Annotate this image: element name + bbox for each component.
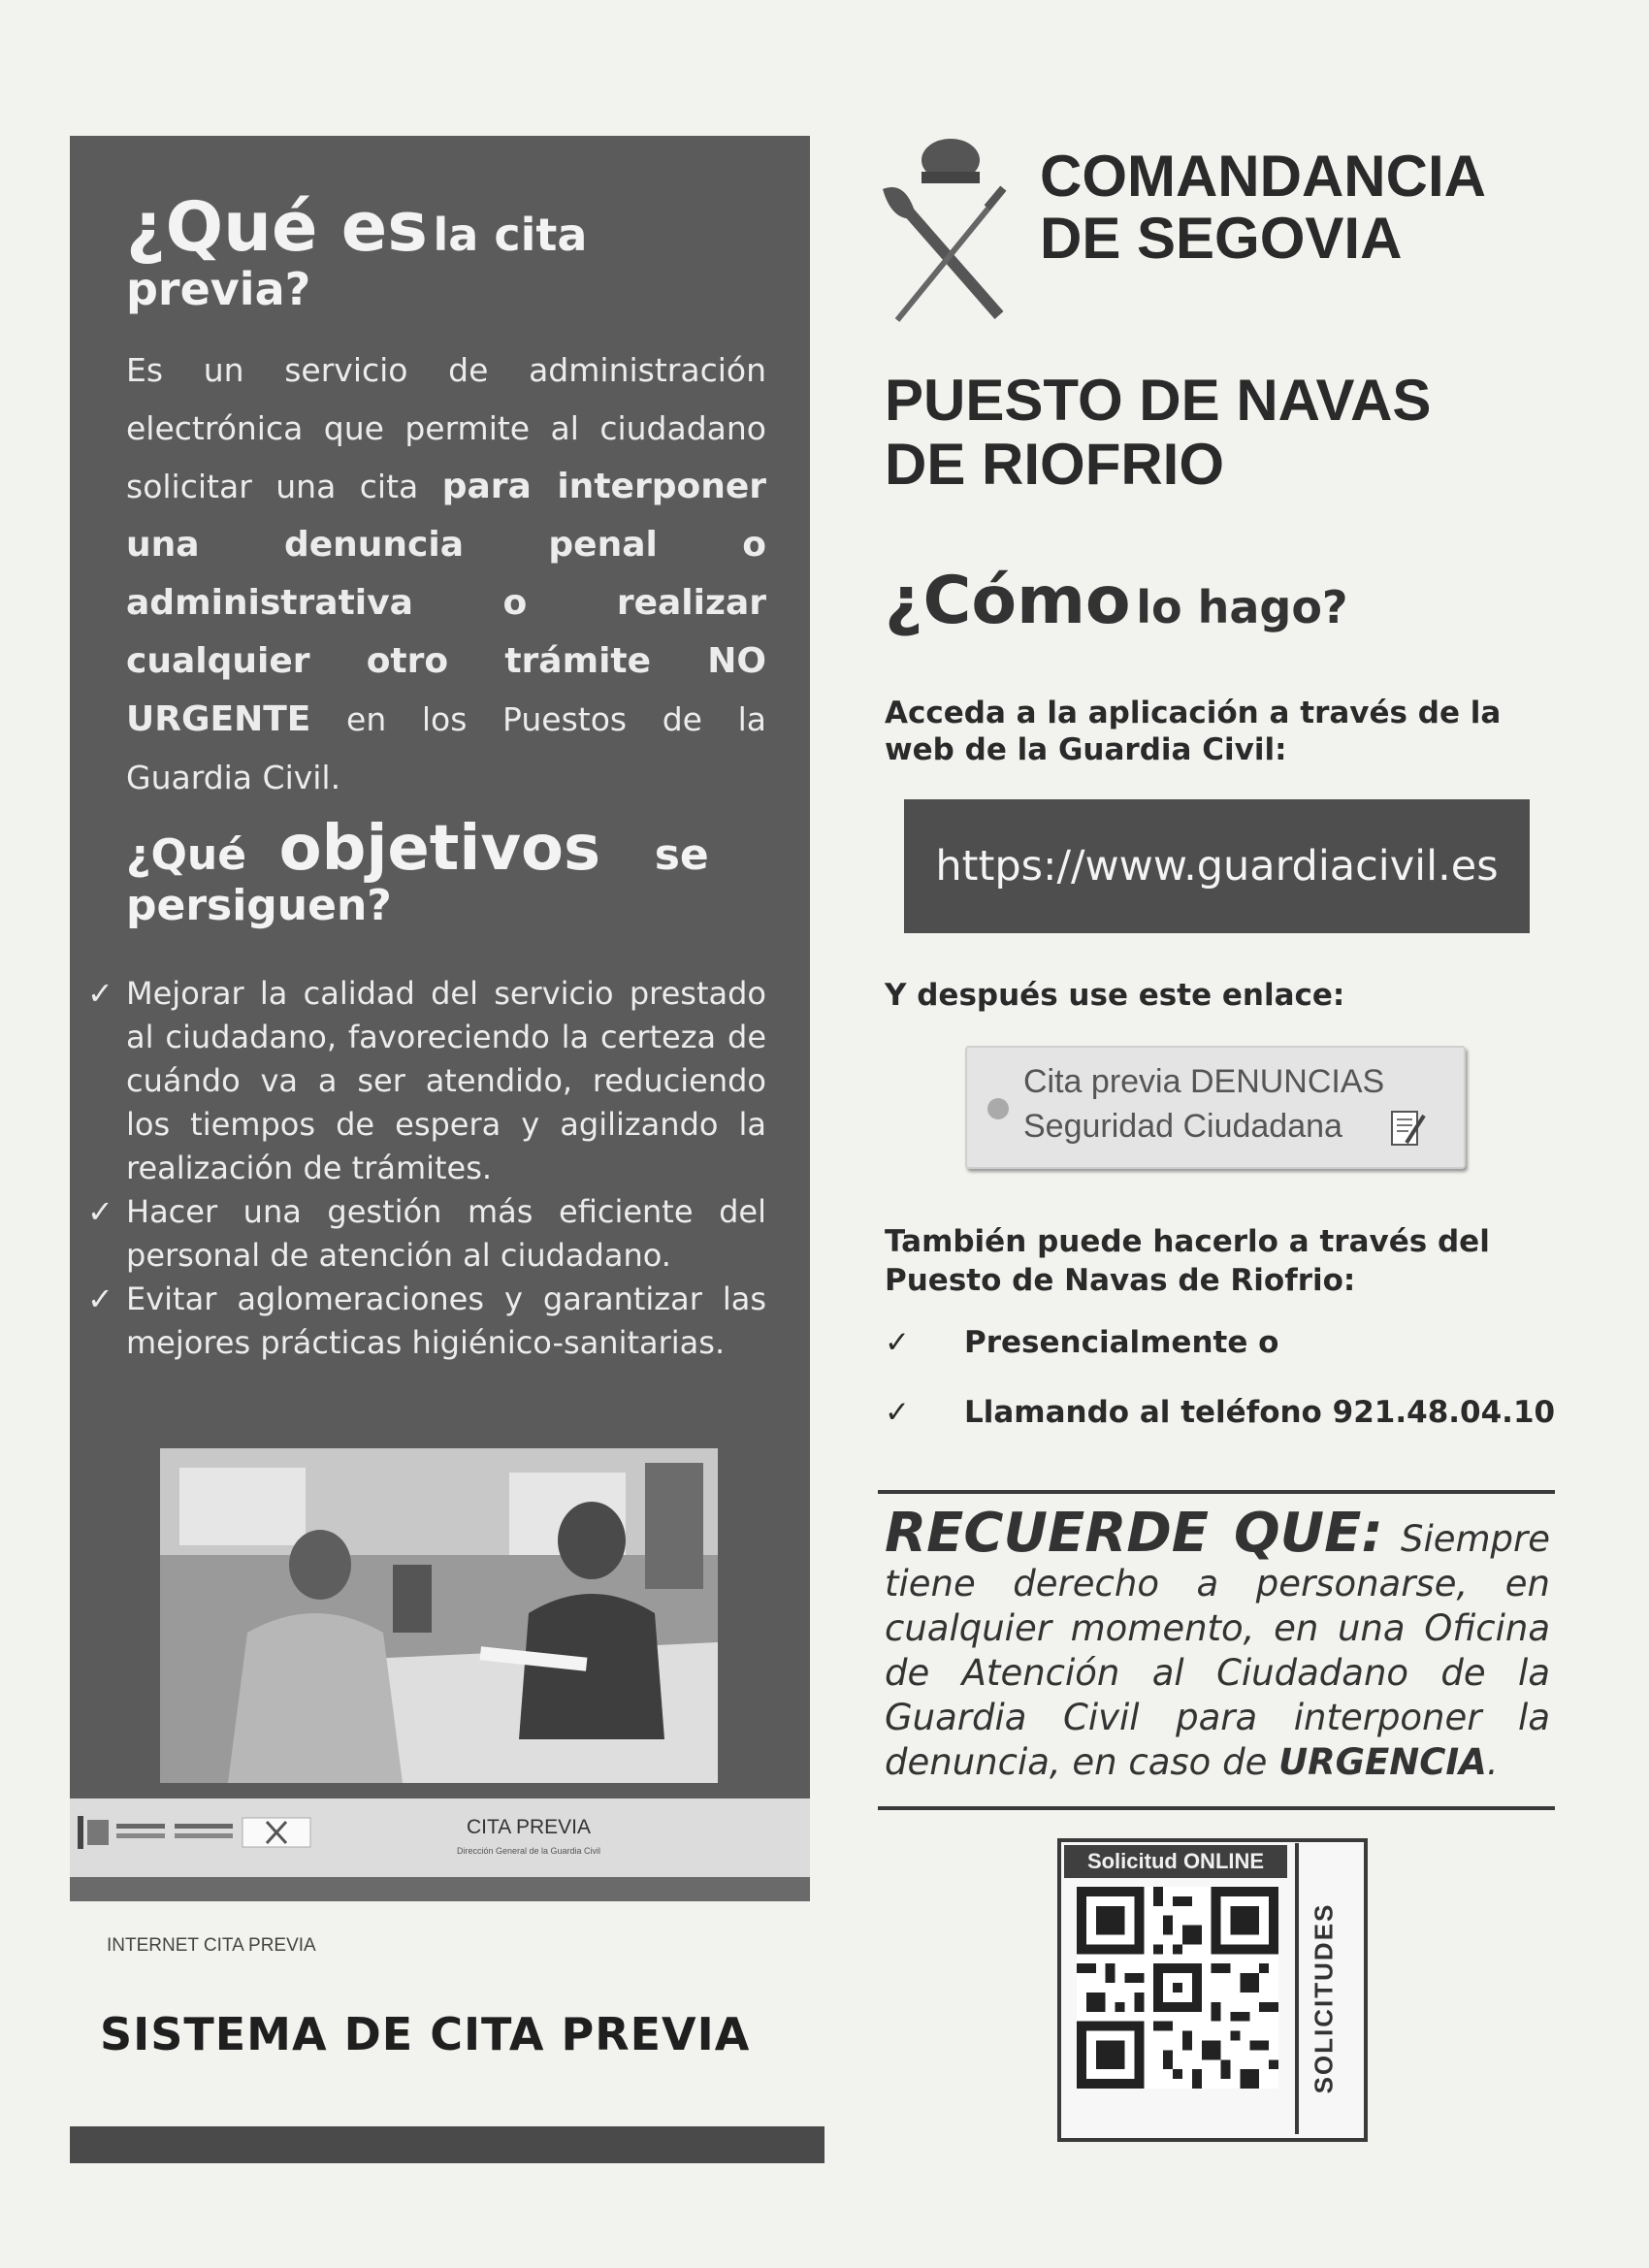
check-icon: ✓ — [885, 1325, 910, 1360]
banner-title: CITA PREVIA — [467, 1816, 591, 1838]
list-item: ✓ Evitar aglomeraciones y garantizar las mejores prácticas higiénico-sanitarias. — [87, 1280, 766, 1361]
form-pencil-icon — [1389, 1106, 1428, 1150]
list-item: ✓ Hacer una gestión más eficiente del personal de atención al ciudadano. — [87, 1193, 766, 1274]
gobierno-espana-logo — [78, 1814, 315, 1851]
acceda-text: Acceda a la aplicación a través de la web de la Guardia Civil: — [885, 696, 1502, 767]
check-icon: ✓ — [885, 1395, 910, 1430]
tambien-text: También puede hacerlo a través del Puesto de Navas de Riofrio: — [885, 1224, 1490, 1298]
link-label-line1: Cita previa DENUNCIAS — [1023, 1063, 1385, 1100]
divider-top — [878, 1490, 1555, 1494]
bottom-bar — [70, 2126, 824, 2163]
recuerde-notice: RECUERDE QUE: Siempre tiene derecho a personarse, en cualquier momento, en una Oficina de Atención al Ciudadano de la Guardia Civil para interponer la denuncia, en caso de URGENCIA. — [885, 1502, 1550, 1783]
banner-subtitle: Dirección General de la Guardia Civil — [456, 1846, 601, 1856]
qr-code-icon[interactable] — [1077, 1887, 1278, 2089]
option-telefono: ✓ Llamando al teléfono 921.48.04.10 — [885, 1395, 1556, 1430]
qr-label: Solicitud ONLINE — [1064, 1845, 1287, 1878]
option-presencial: ✓ Presencialmente o — [885, 1325, 1279, 1360]
guardia-civil-emblem-icon — [878, 131, 1023, 330]
que-es-paragraph: Es un servicio de administración electrónica que permite al ciudadano solicitar una cita para interponer una denuncia penal o administrativa o realizar cualquier otro trámite NO URGENTE en los Puestos de la Guardia Civil. — [126, 351, 766, 796]
banner-strip — [70, 1877, 810, 1901]
comandancia-heading: COMANDANCIA DE SEGOVIA — [1040, 144, 1486, 271]
bullet-dot-icon — [987, 1098, 1009, 1119]
que-es-heading: ¿Qué es la cita previa? — [126, 187, 588, 316]
office-photo — [160, 1448, 718, 1783]
guardia-civil-url-link[interactable]: https://www.guardiacivil.es — [904, 799, 1530, 933]
internet-cita-previa-label: INTERNET CITA PREVIA — [107, 1935, 316, 1956]
list-item: ✓ Mejorar la calidad del servicio prestado al ciudadano, favoreciendo la certeza de cuándo va a ser atendido, reduciendo los tiempos de espera y agilizando la realización de trámites. — [87, 975, 766, 1186]
como-lo-hago-heading: ¿Cómo lo hago? — [885, 563, 1348, 639]
qr-side-label: SOLICITUDES — [1309, 1902, 1339, 2094]
puesto-heading: PUESTO DE NAVAS DE RIOFRIO — [885, 368, 1432, 497]
sistema-cita-previa-title: SISTEMA DE CITA PREVIA — [100, 2008, 751, 2060]
link-label-line2: Seguridad Ciudadana — [1023, 1108, 1342, 1145]
objetivos-heading: ¿Qué objetivos se persiguen? — [126, 813, 709, 931]
divider-bottom — [878, 1806, 1555, 1810]
objetivos-list — [87, 972, 766, 1365]
ydespues-text: Y después use este enlace: — [885, 978, 1345, 1013]
